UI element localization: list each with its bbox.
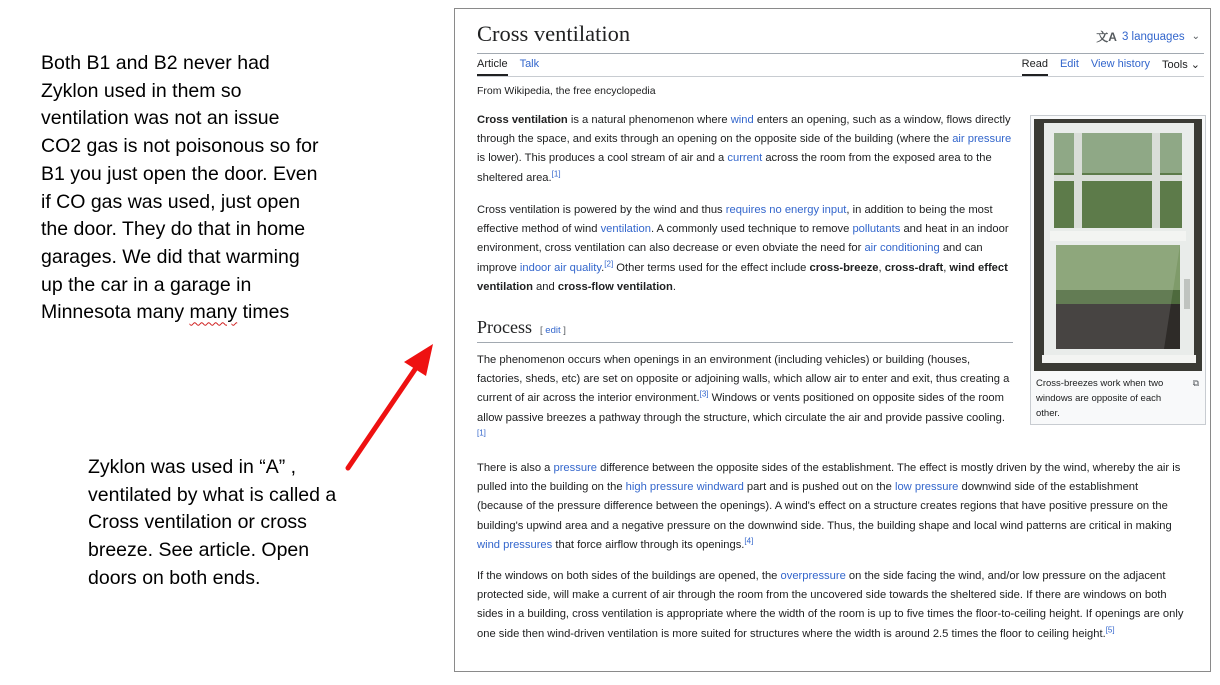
note-text: Minnesota many [41, 301, 190, 324]
citation-ref[interactable]: [5] [1105, 624, 1115, 634]
note-text: times [237, 301, 290, 324]
article-link[interactable]: high pressure windward [625, 481, 744, 494]
title-divider [477, 53, 1204, 54]
text-run: , [943, 261, 950, 274]
text-run: on the side facing the wind, and/or low pressure on the adjacent protected side, will make a current of air through the room from the uncovered side towards the sheltered side. If there are windows on both sides in a building, cross ventilation is appropriate where the width of the room is up to five times the floor-to-ceiling height. If openings are only one side then wind-driven ventilation is more suited for structures where the width is around 2.5 times the floor to ceiling height. [477, 570, 1184, 640]
note-line: CO2 gas is not poisonous so for [41, 135, 319, 158]
paragraph-intro [477, 111, 1013, 188]
note-line: up the car in a garage in [41, 273, 252, 296]
article-link[interactable]: air conditioning [864, 242, 940, 255]
section-title: Process [477, 317, 532, 337]
text-run: . A commonly used technique to remove [650, 223, 853, 236]
tab-view-history[interactable]: View history [1090, 58, 1151, 70]
note-line: breeze. See article. Open [88, 539, 310, 562]
article-link[interactable]: requires no energy input [725, 204, 847, 216]
note-line: Cross ventilation or cross [88, 511, 307, 534]
paragraph-windows [477, 567, 1185, 644]
language-button[interactable] [1096, 28, 1200, 45]
enlarge-icon[interactable]: ⧉ [1192, 378, 1199, 388]
text-run: If the windows on both sides of the buildings are opened, the [477, 570, 781, 582]
note-line: B1 you just open the door. Even [41, 162, 318, 185]
citation-ref[interactable]: [2] [604, 258, 614, 268]
annotation-note-1 [41, 50, 361, 327]
tab-read[interactable]: Read [1022, 58, 1048, 76]
annotation-note-2 [88, 454, 378, 593]
chevron-down-icon: ⌄ [1191, 31, 1200, 42]
text-run: . [672, 280, 676, 293]
article-link[interactable]: wind [730, 114, 754, 126]
chevron-down-icon: ⌄ [1190, 59, 1200, 71]
text-run: that force airflow through its openings. [552, 538, 745, 551]
window-photo[interactable] [1034, 119, 1202, 371]
text-run: downwind side of the establishment (because of the pressure difference between the openings). A wind's effect on a structure creates regions that have positive pressure on the building's upwind area and a negative pressure on the downwind side. Thus, the building shape and local wind patterns are critical in making [477, 481, 1172, 532]
infobox-image [1030, 115, 1206, 425]
tab-edit[interactable]: Edit [1059, 58, 1079, 70]
article-link[interactable]: current [727, 152, 763, 165]
text-run: Windows or vents positioned on opposite sides of the room allow passive breezes a pathway through the structure, which circulate the air and provide passive cooling. [477, 392, 1005, 424]
article-link[interactable]: air pressure [952, 133, 1012, 146]
tab-tools[interactable] [1162, 58, 1200, 76]
text-run: The phenomenon occurs when openings in an environment (including vehicles) or building (houses, factories, sheds, etc) are set on opposite or adjoining walls, which allow air to enter and exit, thus creating a current of air across the interior environment. [477, 354, 1010, 405]
note-line: garages. We did that warming [41, 245, 300, 268]
citation-ref[interactable]: [1] [551, 168, 561, 178]
note-line: ventilated by what is called a [88, 483, 337, 506]
tagline: From Wikipedia, the free encyclopedia [477, 85, 656, 97]
text-run: enters an opening, such as a window, flows directly through the space, and exits through an opening on the opposite side of the building (where the [477, 114, 1011, 146]
note-line: if CO gas was used, just open [41, 190, 301, 213]
text-run: and can improve [477, 242, 983, 274]
text-run: , in addition to being the most effective method of wind [477, 204, 993, 236]
note-line: ventilation was not an issue [41, 107, 280, 130]
edit-label: edit [545, 325, 561, 336]
text-run: There is also a [477, 462, 554, 474]
bold-term: cross-breeze [809, 261, 879, 274]
tools-label: Tools [1162, 59, 1188, 71]
section-edit-link[interactable]: [ edit ] [540, 325, 566, 336]
paragraph-powered [477, 201, 1013, 297]
article-link[interactable]: indoor air quality [519, 261, 602, 274]
spellcheck-word: many [189, 301, 238, 324]
tab-talk[interactable]: Talk [519, 58, 540, 70]
text-run: , [878, 261, 885, 274]
paragraph-pressure [477, 459, 1185, 555]
citation-ref[interactable]: [3] [699, 389, 709, 399]
red-arrow-icon [340, 340, 440, 475]
bold-term: cross-draft [884, 261, 944, 274]
note-line-last [41, 299, 361, 327]
translate-icon: 文A [1096, 30, 1117, 44]
article-link[interactable]: wind pressures [477, 538, 553, 551]
note-line: Both B1 and B2 never had [41, 52, 270, 74]
text-run: is a natural phenomenon where [567, 114, 731, 126]
section-heading-process [477, 317, 1013, 343]
bold-term: cross-flow ventilation [557, 280, 673, 293]
text-run: Cross ventilation is powered by the wind and thus [477, 204, 726, 216]
article-link[interactable]: low pressure [894, 481, 959, 494]
view-tabs [1022, 58, 1200, 76]
bold-term: Cross ventilation [477, 114, 568, 126]
article-link[interactable]: ventilation [600, 223, 651, 236]
article-link[interactable]: overpressure [780, 570, 846, 582]
wikipedia-screenshot [454, 8, 1211, 672]
note-line: Zyklon was used in “A” , [88, 456, 297, 478]
paragraph-phenomenon [477, 351, 1013, 447]
note-line: doors on both ends. [88, 566, 261, 589]
text-run: part and is pushed out on the [743, 481, 895, 494]
citation-ref[interactable]: [1] [477, 428, 486, 438]
language-count: 3 languages [1121, 30, 1185, 43]
article-link[interactable]: pressure [553, 462, 598, 474]
text-run: and [532, 280, 558, 293]
namespace-tabs [477, 58, 539, 76]
tabs-divider [477, 76, 1204, 77]
text-run: and heat in an indoor environment, cross ventilation can also decrease or even obviate the need for [477, 223, 1009, 255]
text-run: Other terms used for the effect include [613, 261, 810, 274]
note-line: Zyklon used in them so [41, 79, 242, 102]
bold-term: wind effect ventilation [477, 261, 1008, 293]
citation-ref[interactable]: [4] [744, 536, 754, 546]
text-run: is lower). This produces a cool stream of air and a [477, 152, 728, 165]
page-title: Cross ventilation [477, 21, 631, 46]
text-run: across the room from the exposed area to the sheltered area. [477, 152, 992, 184]
tab-article[interactable]: Article [477, 58, 508, 76]
text-run: . [601, 261, 605, 274]
image-caption: Cross-breezes work when two windows are opposite of each other. [1036, 378, 1164, 419]
text-run: difference between the opposite sides of the establishment. The effect is mostly driven by the wind, whereby the air is pulled into the building on the [477, 462, 1181, 494]
article-link[interactable]: pollutants [852, 223, 901, 236]
note-line: the door. They do that in home [41, 218, 306, 241]
